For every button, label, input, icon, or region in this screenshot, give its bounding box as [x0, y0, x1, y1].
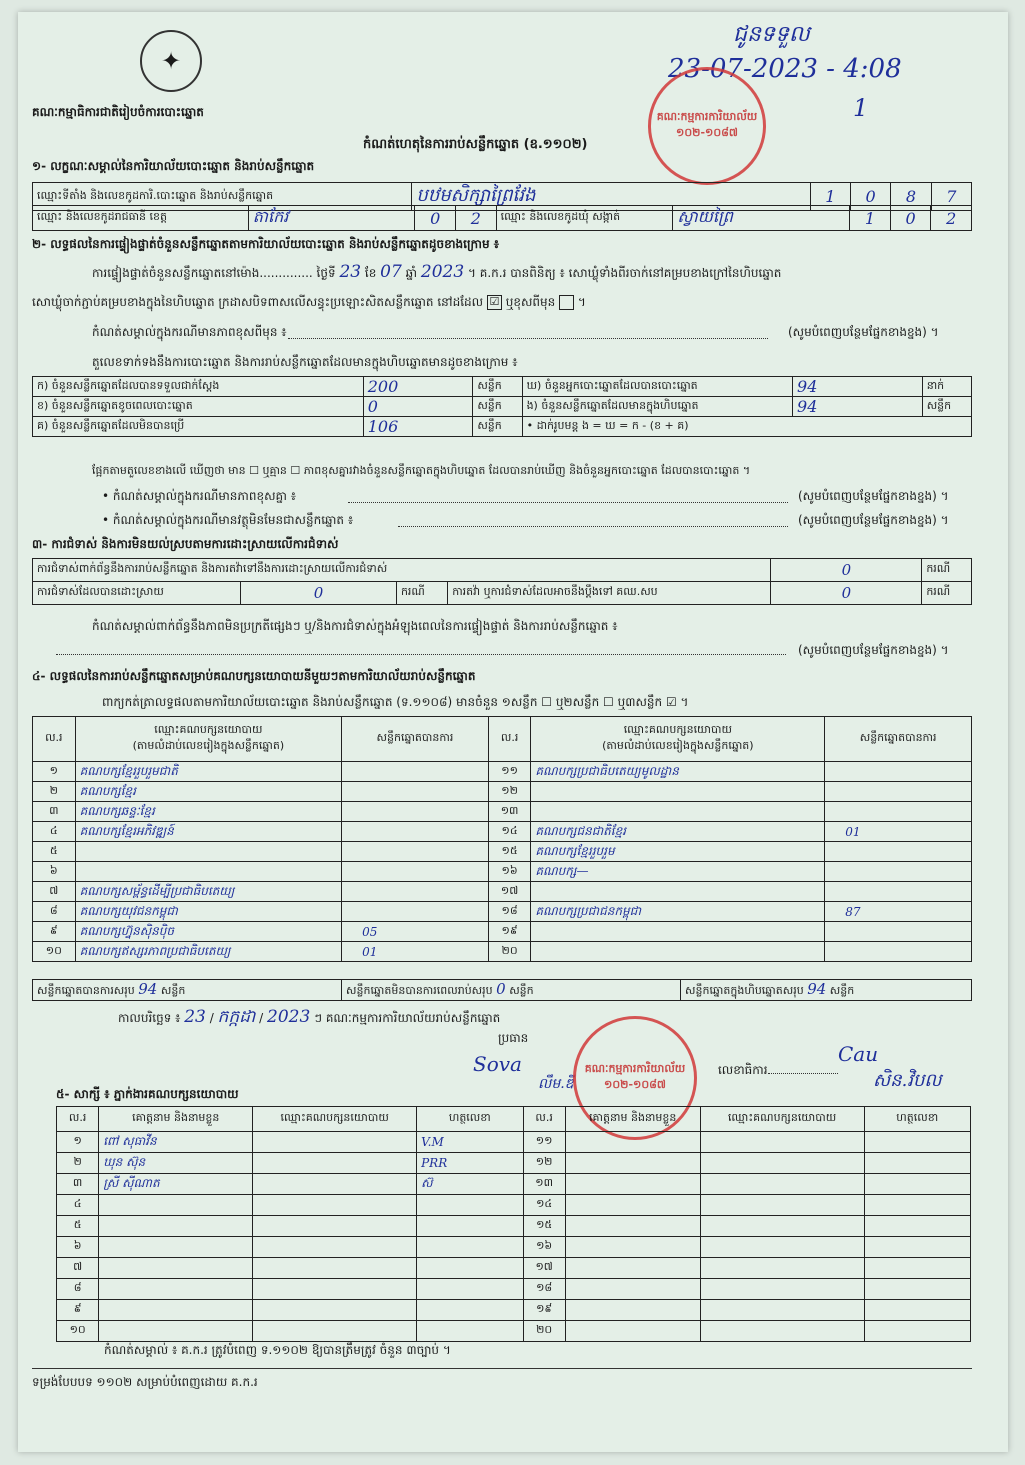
- table-row: [57, 1195, 971, 1216]
- seal-check-line: សោឃ្លុំចាក់ភ្ជាប់គម្របខាងក្នុងនៃហិបឆ្នោត ក្រដាសបិទពាសលើសន្ធុះប្រឡោះសិតសន្លឹកឆ្នោត នៅដដែល ☑ ឬខុសពីមុន ។: [32, 295, 586, 309]
- difference-line[interactable]: [348, 502, 788, 503]
- total-valid: សន្លឹកឆ្នោតបានការសរុប 94 សន្លឹក: [33, 980, 342, 1001]
- irregularity-note: កំណត់សម្គាល់ពាក់ព័ន្ធនឹងភាពមិនប្រក្រតីផ្សេងៗ ឬ/និងការជំទាស់ក្នុងអំឡុងពេលនៃការផ្ទៀងផ្ទាត់ និងការរាប់សន្លឹកឆ្នោត ៖: [92, 619, 618, 633]
- col-party: ឈ្មោះគណបក្សនយោបាយ: [253, 1107, 417, 1132]
- results-table: [32, 716, 972, 962]
- date-month-field[interactable]: កក្កដា: [217, 1007, 256, 1027]
- party-number: ២: [33, 782, 76, 802]
- form-page: [18, 12, 1008, 1452]
- party-number: ៣: [33, 802, 76, 822]
- commune-code-digit[interactable]: 2: [931, 206, 972, 231]
- witness-signature-field[interactable]: [864, 1237, 970, 1258]
- irregularity-line[interactable]: [56, 654, 786, 655]
- party-name-field[interactable]: [75, 862, 341, 882]
- party-votes-field[interactable]: [342, 902, 489, 922]
- party-number: ១៧: [488, 882, 531, 902]
- objection-count-field[interactable]: 0: [771, 559, 922, 582]
- witness-signature-field[interactable]: [864, 1321, 970, 1342]
- witness-party-field[interactable]: [253, 1279, 417, 1300]
- witness-signature-field[interactable]: [417, 1195, 523, 1216]
- totals-table: [32, 979, 972, 1001]
- unit: ករណី: [922, 559, 972, 582]
- party-name-field[interactable]: [75, 842, 341, 862]
- party-votes-field[interactable]: [342, 842, 489, 862]
- seal-check-text: សោឃ្លុំចាក់ភ្ជាប់គម្របខាងក្នុងនៃហិបឆ្នោត ក្រដាសបិទពាសលើសន្ធុះប្រឡោះសិតសន្លឹកឆ្នោត នៅដដែល: [32, 295, 484, 309]
- witness-party-field[interactable]: [700, 1258, 864, 1279]
- witness-signature-field[interactable]: [864, 1300, 970, 1321]
- table-row: [33, 942, 972, 962]
- witness-number: ១: [57, 1132, 99, 1153]
- party-number: ៧: [33, 882, 76, 902]
- chair-signature[interactable]: Sova: [473, 1052, 522, 1076]
- witness-name-field[interactable]: [99, 1321, 253, 1342]
- fill-hint: (សូមបំពេញបន្ថែមផ្នែកខាងខ្នង) ។: [798, 513, 949, 527]
- commune-code-digit[interactable]: 1: [850, 206, 891, 231]
- unit: សន្លឹក: [922, 397, 971, 417]
- party-votes-field[interactable]: [825, 762, 972, 782]
- witness-signature-field[interactable]: PRR: [417, 1153, 523, 1174]
- witness-signature-field[interactable]: [864, 1216, 970, 1237]
- witness-name-field[interactable]: [565, 1279, 700, 1300]
- party-votes-field[interactable]: 01: [342, 942, 489, 962]
- bullet-difference: • កំណត់សម្គាល់ក្នុងករណីមានភាពខុសគ្នា ៖: [102, 489, 297, 503]
- secretary-signature[interactable]: Cau: [838, 1042, 879, 1066]
- witness-number: ១៤: [523, 1195, 565, 1216]
- site-code-digit[interactable]: 1: [810, 183, 850, 211]
- year-label: ឆ្នាំ: [405, 266, 418, 280]
- unit: ករណី: [396, 582, 447, 605]
- col-votes: សន្លឹកឆ្នោតបានការ: [825, 717, 972, 762]
- table-row: [57, 1258, 971, 1279]
- commune-label: ឈ្មោះ និងលេខកូដឃុំ សង្កាត់: [496, 206, 673, 231]
- witness-party-field[interactable]: [700, 1216, 864, 1237]
- col-no: ល.រ: [57, 1107, 99, 1132]
- witness-party-field[interactable]: [253, 1258, 417, 1279]
- table-row: [57, 1321, 971, 1342]
- party-name-field[interactable]: គណបក្សសម្ព័ន្ធដើម្បីប្រជាធិបតេយ្យ: [75, 882, 341, 902]
- total-box-field[interactable]: 94: [807, 980, 827, 998]
- witness-signature-field[interactable]: V.M: [417, 1132, 523, 1153]
- fill-hint: (សូមបំពេញបន្ថែមផ្នែកខាងខ្នង) ។: [788, 325, 939, 339]
- day-field[interactable]: 23: [339, 262, 362, 282]
- secretary-name: សិន.វិបល: [873, 1070, 942, 1091]
- received-field[interactable]: 200: [363, 377, 473, 397]
- witness-name-field[interactable]: [99, 1195, 253, 1216]
- witness-signature-field[interactable]: [864, 1258, 970, 1279]
- table-row: [33, 882, 972, 902]
- table-row: [33, 782, 972, 802]
- table-row: [33, 802, 972, 822]
- party-number: ៥: [33, 842, 76, 862]
- witness-name-field[interactable]: [565, 1216, 700, 1237]
- witness-table: [56, 1106, 971, 1342]
- province-label: ឈ្មោះ និងលេខកូដរាជធានី ខេត្ត: [33, 206, 249, 231]
- spoiled-label: ខ) ចំនួនសន្លឹកឆ្នោតខូចពេលបោះឆ្នោត: [33, 397, 364, 417]
- section1-heading: ១- លក្ខណៈសម្គាល់នៃការិយាល័យបោះឆ្នោត និងរាប់សន្លឹកឆ្នោត: [32, 159, 315, 173]
- col-name: គោត្តនាម និងនាមខ្លួន: [99, 1107, 253, 1132]
- site-label: ឈ្មោះទីតាំង និងលេខកូដការិ.បោះឆ្នោត និងរាប់សន្លឹកឆ្នោត: [33, 183, 412, 211]
- party-number: ១៦: [488, 862, 531, 882]
- party-name-field[interactable]: គណបក្សខ្មែរអភិវឌ្ឍន៍: [75, 822, 341, 842]
- month-field[interactable]: 07: [380, 262, 402, 282]
- received-label: ក) ចំនួនសន្លឹកឆ្នោតដែលបានទទួលជាក់ស្តែង: [33, 377, 364, 397]
- witness-party-field[interactable]: [700, 1300, 864, 1321]
- unit: សន្លឹក: [473, 397, 522, 417]
- party-votes-field[interactable]: [342, 822, 489, 842]
- site-code-digit[interactable]: 0: [850, 183, 890, 211]
- witness-number: ៩: [57, 1300, 99, 1321]
- unit: ករណី: [922, 582, 972, 605]
- unused-label: គ) ចំនួនសន្លឹកឆ្នោតដែលមិនបានប្រើ: [33, 417, 364, 437]
- stamp-seal-top: គណៈកម្មការការិយាល័យ ១០២-១០៨៧: [648, 67, 766, 185]
- witness-number: ១០: [57, 1321, 99, 1342]
- table-row: [33, 417, 972, 437]
- appeal-count-field[interactable]: 0: [771, 582, 922, 605]
- witness-party-field[interactable]: [700, 1321, 864, 1342]
- province-code-digit[interactable]: 0: [415, 206, 456, 231]
- voters-label: ឃ) ចំនួនអ្នកបោះឆ្នោតដែលបានបោះឆ្នោត: [522, 377, 792, 397]
- witness-number: ២០: [523, 1321, 565, 1342]
- fill-hint: (សូមបំពេញបន្ថែមផ្នែកខាងខ្នង) ។: [798, 489, 949, 503]
- witness-signature-field[interactable]: [864, 1279, 970, 1300]
- party-number: ៤: [33, 822, 76, 842]
- party-number: ១៥: [488, 842, 531, 862]
- party-name-field[interactable]: គណបក្សជនជាតិខ្មែរ: [531, 822, 825, 842]
- party-name-field[interactable]: គណបក្សប្រជាធិបតេយ្យមូលដ្ឋាន: [531, 762, 825, 782]
- col-name: គោត្តនាម និងនាមខ្លួន: [565, 1107, 700, 1132]
- witness-signature-field[interactable]: [417, 1216, 523, 1237]
- witness-signature-field[interactable]: [417, 1258, 523, 1279]
- table-row: [57, 1174, 971, 1195]
- witness-number: ៣: [57, 1174, 99, 1195]
- witness-signature-field[interactable]: [417, 1237, 523, 1258]
- witness-signature-field[interactable]: [417, 1279, 523, 1300]
- bullet-foreign-object: • កំណត់សម្គាល់ក្នុងករណីមានវត្ថុមិនមែនជាសន្លឹកឆ្នោត ៖: [102, 513, 354, 527]
- witness-name-field[interactable]: [99, 1258, 253, 1279]
- party-name-field[interactable]: គណបក្សឆន្ទៈខ្មែរ: [75, 802, 341, 822]
- party-number: ១១: [488, 762, 531, 782]
- total-box: សន្លឹកឆ្នោតក្នុងហិបឆ្នោតសរុប 94 សន្លឹក: [681, 980, 972, 1001]
- witness-signature-field[interactable]: [864, 1153, 970, 1174]
- table-row: [33, 922, 972, 942]
- in-box-label: ង) ចំនួនសន្លឹកឆ្នោតដែលមានក្នុងហិបឆ្នោត: [522, 397, 792, 417]
- date-year-field[interactable]: 2023: [267, 1007, 311, 1027]
- witness-party-field[interactable]: [253, 1174, 417, 1195]
- party-votes-field[interactable]: [825, 802, 972, 822]
- witness-party-field[interactable]: [700, 1153, 864, 1174]
- witness-number: ១៧: [523, 1258, 565, 1279]
- col-votes: សន្លឹកឆ្នោតបានការ: [342, 717, 489, 762]
- witness-party-field[interactable]: [253, 1237, 417, 1258]
- witness-name-field[interactable]: [565, 1300, 700, 1321]
- party-name-field[interactable]: គណបក្សយុវជនកម្ពុជា: [75, 902, 341, 922]
- witness-number: ១១: [523, 1132, 565, 1153]
- party-number: ៩: [33, 922, 76, 942]
- table-row: [57, 1132, 971, 1153]
- resolved-label: ការជំទាស់ដែលបានដោះស្រាយ: [33, 582, 241, 605]
- witness-name-field[interactable]: [99, 1279, 253, 1300]
- org-name: គណៈកម្មាធិការជាតិរៀបចំការបោះឆ្នោត: [32, 105, 204, 119]
- verification-line-rest: ។ គ.ក.រ បានពិនិត្យ ៖ សោឃ្លុំទាំងពីរចាក់នៅគម្របខាងក្រៅនៃហិបឆ្នោត: [468, 266, 782, 280]
- witness-name-field[interactable]: [565, 1153, 700, 1174]
- party-name-field[interactable]: [531, 882, 825, 902]
- commune-name-field[interactable]: ស្វាយព្រៃ: [673, 206, 850, 231]
- witness-number: ៧: [57, 1258, 99, 1279]
- appeal-label: ការតវ៉ា ឬការជំទាស់ដែលអាចនឹងប្តឹងទៅ គឈ.សប: [448, 582, 771, 605]
- table-row: [57, 1279, 971, 1300]
- unit: នាក់: [922, 377, 971, 397]
- objections-table: [32, 558, 972, 605]
- witness-number: ៤: [57, 1195, 99, 1216]
- table-row: [33, 582, 972, 605]
- table-row: [57, 1237, 971, 1258]
- col-party: ឈ្មោះគណបក្សនយោបាយ (តាមលំដាប់លេខរៀងក្នុងសន្លឹកឆ្នោត): [531, 717, 825, 762]
- table-row: [33, 980, 972, 1001]
- footer-divider: [32, 1368, 972, 1369]
- unused-field[interactable]: 106: [363, 417, 473, 437]
- party-name-field[interactable]: គណបក្សហ្វ៊ុនស៊ិនប៉ិច: [75, 922, 341, 942]
- table-row: [57, 1216, 971, 1237]
- objection-label: ការជំទាស់ពាក់ព័ន្ធនឹងការរាប់សន្លឹកឆ្នោត និងការតវ៉ាទៅនឹងការដោះស្រាយលើការជំទាស់: [33, 559, 771, 582]
- party-votes-field[interactable]: 87: [825, 902, 972, 922]
- witness-party-field[interactable]: [700, 1195, 864, 1216]
- section4-intro: ពាក្យកត់ត្រាលទ្ធផលតាមការិយាល័យបោះឆ្នោត និងរាប់សន្លឹកឆ្នោត (ទ.១១០៨) មានចំនួន ១សន្លឹក ☐ ឬ២សន្លឹក ☐ ឬ៣សន្លឹក ☑ ។: [102, 695, 689, 709]
- witness-party-field[interactable]: [700, 1132, 864, 1153]
- table-row: [57, 1300, 971, 1321]
- table-row: [33, 377, 972, 397]
- witness-number: ១២: [523, 1153, 565, 1174]
- col-party: ឈ្មោះគណបក្សនយោបាយ (តាមលំដាប់លេខរៀងក្នុងសន្លឹកឆ្នោត): [75, 717, 341, 762]
- same-checkbox[interactable]: ☑: [487, 295, 502, 310]
- witness-signature-field[interactable]: [864, 1174, 970, 1195]
- witness-party-field[interactable]: [253, 1321, 417, 1342]
- party-number: ១៩: [488, 922, 531, 942]
- province-name-field[interactable]: តាកែវ: [248, 206, 415, 231]
- table-intro: តួលេខទាក់ទងនឹងការបោះឆ្នោត និងការរាប់សន្លឹកឆ្នោតដែលមានក្នុងហិបឆ្នោតមានដូចខាងក្រោម ៖: [92, 355, 518, 369]
- witness-signature-field[interactable]: [864, 1195, 970, 1216]
- table-row: [33, 762, 972, 782]
- party-votes-field[interactable]: 01: [825, 822, 972, 842]
- voters-field[interactable]: 94: [793, 377, 923, 397]
- party-name-field[interactable]: គណបក្ស—: [531, 862, 825, 882]
- witness-name-field[interactable]: [565, 1195, 700, 1216]
- party-votes-field[interactable]: [342, 782, 489, 802]
- handwritten-datetime: 23-07-2023 - 4:08: [668, 54, 902, 84]
- witness-name-field[interactable]: [99, 1237, 253, 1258]
- witness-number: ៦: [57, 1237, 99, 1258]
- witness-party-field[interactable]: [253, 1153, 417, 1174]
- witness-party-field[interactable]: [253, 1300, 417, 1321]
- witness-signature-field[interactable]: [417, 1321, 523, 1342]
- year-field[interactable]: 2023: [420, 262, 465, 282]
- verification-line: [92, 262, 781, 283]
- in-box-field[interactable]: 94: [793, 397, 923, 417]
- total-valid-field[interactable]: 94: [138, 980, 158, 998]
- witness-name-field[interactable]: [99, 1216, 253, 1237]
- party-votes-field[interactable]: [825, 862, 972, 882]
- witness-party-field[interactable]: [253, 1216, 417, 1237]
- witness-party-field[interactable]: [700, 1174, 864, 1195]
- witness-name-field[interactable]: ឃុន ស៊ុន: [99, 1153, 253, 1174]
- witness-signature-field[interactable]: [417, 1300, 523, 1321]
- month-label: ខែ: [364, 266, 377, 280]
- handwritten-mark: 1: [853, 94, 869, 122]
- verification-time-label: ការផ្ទៀងផ្ទាត់ចំនួនសន្លឹកឆ្នោតនៅម៉ោង.............. ថ្ងៃទី: [92, 266, 336, 280]
- unit: សន្លឹក: [473, 417, 522, 437]
- spoiled-field[interactable]: 0: [363, 397, 473, 417]
- party-name-field[interactable]: [531, 782, 825, 802]
- party-number: ២០: [488, 942, 531, 962]
- handwritten-note: ជូនទទួល: [733, 22, 810, 47]
- table-row: [57, 1153, 971, 1174]
- difference-note-line[interactable]: [288, 338, 768, 339]
- party-votes-field[interactable]: [342, 882, 489, 902]
- witness-number: ៥: [57, 1216, 99, 1237]
- party-votes-field[interactable]: [342, 802, 489, 822]
- party-votes-field[interactable]: 05: [342, 922, 489, 942]
- col-signature: ហត្ថលេខា: [864, 1107, 970, 1132]
- witness-name-field[interactable]: ពៅ សុធាវីន: [99, 1132, 253, 1153]
- section2-heading: ២- លទ្ធផលនៃការផ្ទៀងផ្ទាត់ចំនួនសន្លឹកឆ្នោតតាមការិយាល័យបោះឆ្នោត និងរាប់សន្លឹកឆ្នោតដូចខាងក្រោម ៖: [32, 237, 500, 251]
- committee-label: ៗ គណៈកម្មការការិយាល័យរាប់សន្លឹកឆ្នោត: [314, 1011, 501, 1025]
- witness-name-field[interactable]: [565, 1258, 700, 1279]
- party-name-field[interactable]: គណបក្សឥស្សរភាពប្រជាធិបតេយ្យ: [75, 942, 341, 962]
- unit: សន្លឹក: [473, 377, 522, 397]
- date-line: កាលបរិច្ឆេទ ៖ 23 / កក្កដា / 2023 ៗ គណៈកម្មការការិយាល័យរាប់សន្លឹកឆ្នោត: [118, 1007, 501, 1027]
- party-name-field[interactable]: [531, 922, 825, 942]
- col-no: ល.រ: [523, 1107, 565, 1132]
- table-row: [33, 397, 972, 417]
- party-votes-field[interactable]: [825, 842, 972, 862]
- witness-name-field[interactable]: ស្រី ស៊ីណាត: [99, 1174, 253, 1195]
- witness-name-field[interactable]: [99, 1300, 253, 1321]
- section5-heading: ៥- សាក្សី ៖ ភ្នាក់ងារគណបក្សនយោបាយ: [56, 1087, 239, 1101]
- witness-name-field[interactable]: [565, 1321, 700, 1342]
- witness-signature-field[interactable]: ស៊: [417, 1174, 523, 1195]
- compare-line: ផ្អែកតាមតួលេខខាងលើ ឃើញថា មាន ☐ ឬគ្មាន ☐ ភាពខុសគ្នារវាងចំនួនសន្លឹកឆ្នោតក្នុងហិបឆ្នោត ដែលបានរាប់ឃើញ និងចំនួនអ្នកបោះឆ្នោត ដែលបានបោះឆ្នោត ។: [92, 464, 751, 477]
- site-name-field[interactable]: បឋមសិក្សាព្រៃវែង: [412, 183, 810, 211]
- counts-table: [32, 376, 972, 437]
- total-invalid-field[interactable]: 0: [496, 980, 506, 998]
- table-row: [33, 822, 972, 842]
- chair-label: ប្រធាន: [498, 1031, 529, 1045]
- witness-name-field[interactable]: [565, 1132, 700, 1153]
- witness-number: ១៩: [523, 1300, 565, 1321]
- province-code-digit[interactable]: 2: [456, 206, 497, 231]
- different-label: ឬខុសពីមុន: [505, 295, 556, 309]
- nec-logo-icon: ✦: [140, 30, 202, 92]
- resolved-count-field[interactable]: 0: [241, 582, 397, 605]
- party-number: ៦: [33, 862, 76, 882]
- witness-number: ៨: [57, 1279, 99, 1300]
- foreign-object-line[interactable]: [398, 526, 788, 527]
- party-name-field[interactable]: គណបក្សខ្មែររួបរួមជាតិ: [75, 762, 341, 782]
- date-label: កាលបរិច្ឆេទ: [118, 1011, 172, 1025]
- witness-party-field[interactable]: [253, 1132, 417, 1153]
- chair-name: លឹម.ឌី: [538, 1076, 574, 1092]
- section4-heading: ៤- លទ្ធផលនៃការរាប់សន្លឹកឆ្នោតសម្រាប់គណបក្សនយោបាយនីមួយៗតាមការិយាល័យរាប់សន្លឹកឆ្នោត: [32, 669, 476, 683]
- difference-note-label: កំណត់សម្គាល់ក្នុងករណីមានភាពខុសពីមុន ៖: [92, 325, 287, 339]
- party-votes-field[interactable]: [825, 942, 972, 962]
- secretary-label: លេខាធិការ: [718, 1062, 838, 1080]
- table-row: [33, 842, 972, 862]
- party-number: ១២: [488, 782, 531, 802]
- party-name-field[interactable]: គណបក្សប្រជាជនកម្ពុជា: [531, 902, 825, 922]
- party-number: ១: [33, 762, 76, 782]
- witness-name-field[interactable]: [565, 1237, 700, 1258]
- col-signature: ហត្ថលេខា: [417, 1107, 523, 1132]
- party-number: ១៤: [488, 822, 531, 842]
- date-day-field[interactable]: 23: [184, 1007, 206, 1027]
- section3-heading: ៣- ការជំទាស់ និងការមិនយល់ស្របតាមការដោះស្រាយលើការជំទាស់: [32, 537, 339, 551]
- party-votes-field[interactable]: [825, 882, 972, 902]
- form-title: កំណត់ហេតុនៃការរាប់សន្លឹកឆ្នោត (ឧ.១១០២): [363, 137, 588, 152]
- site-code-digit[interactable]: 7: [931, 183, 971, 211]
- table-row: [33, 559, 972, 582]
- different-checkbox[interactable]: [559, 295, 574, 310]
- witness-signature-field[interactable]: [864, 1132, 970, 1153]
- witness-number: ១៣: [523, 1174, 565, 1195]
- party-name-field[interactable]: គណបក្សខ្មែររួបរួម: [531, 842, 825, 862]
- commune-code-digit[interactable]: 0: [890, 206, 931, 231]
- table-row: [33, 862, 972, 882]
- site-code-digit[interactable]: 8: [891, 183, 931, 211]
- col-no: ល.រ: [33, 717, 76, 762]
- party-votes-field[interactable]: [825, 782, 972, 802]
- fill-hint: (សូមបំពេញបន្ថែមផ្នែកខាងខ្នង) ។: [798, 643, 949, 657]
- party-number: ១០: [33, 942, 76, 962]
- party-votes-field[interactable]: [342, 762, 489, 782]
- stamp-seal-bottom: គណៈកម្មការការិយាល័យ ១០២-១០៨៧: [573, 1016, 697, 1140]
- total-invalid: សន្លឹកឆ្នោតមិនបានការពេលរាប់សរុប 0 សន្លឹក: [342, 980, 681, 1001]
- witness-name-field[interactable]: [565, 1174, 700, 1195]
- formula-label: • ដាក់រូបមន្ត ង = ឃ = ក - (ខ + គ): [522, 417, 971, 437]
- party-number: ៨: [33, 902, 76, 922]
- party-number: ១៣: [488, 802, 531, 822]
- footnote: កំណត់សម្គាល់ ៖ គ.ក.រ ត្រូវបំពេញ ទ.១១០២ ឱ្យបានត្រឹមត្រូវ ចំនួន ៣ច្បាប់ ។: [104, 1343, 451, 1357]
- table-row: [33, 902, 972, 922]
- witness-number: ១៨: [523, 1279, 565, 1300]
- col-no: ល.រ: [488, 717, 531, 762]
- party-name-field[interactable]: [531, 802, 825, 822]
- witness-party-field[interactable]: [253, 1195, 417, 1216]
- party-votes-field[interactable]: [825, 922, 972, 942]
- party-votes-field[interactable]: [342, 862, 489, 882]
- witness-number: ១៥: [523, 1216, 565, 1237]
- witness-party-field[interactable]: [700, 1279, 864, 1300]
- party-number: ១៨: [488, 902, 531, 922]
- section1-table-row2: [32, 205, 972, 231]
- col-party: ឈ្មោះគណបក្សនយោបាយ: [700, 1107, 864, 1132]
- witness-party-field[interactable]: [700, 1237, 864, 1258]
- party-name-field[interactable]: គណបក្សខ្មែរ: [75, 782, 341, 802]
- witness-number: ១៦: [523, 1237, 565, 1258]
- witness-number: ២: [57, 1153, 99, 1174]
- party-name-field[interactable]: [531, 942, 825, 962]
- form-footer: ទម្រង់បែបបទ ១១០២ សម្រាប់បំពេញដោយ គ.ក.រ: [32, 1375, 258, 1389]
